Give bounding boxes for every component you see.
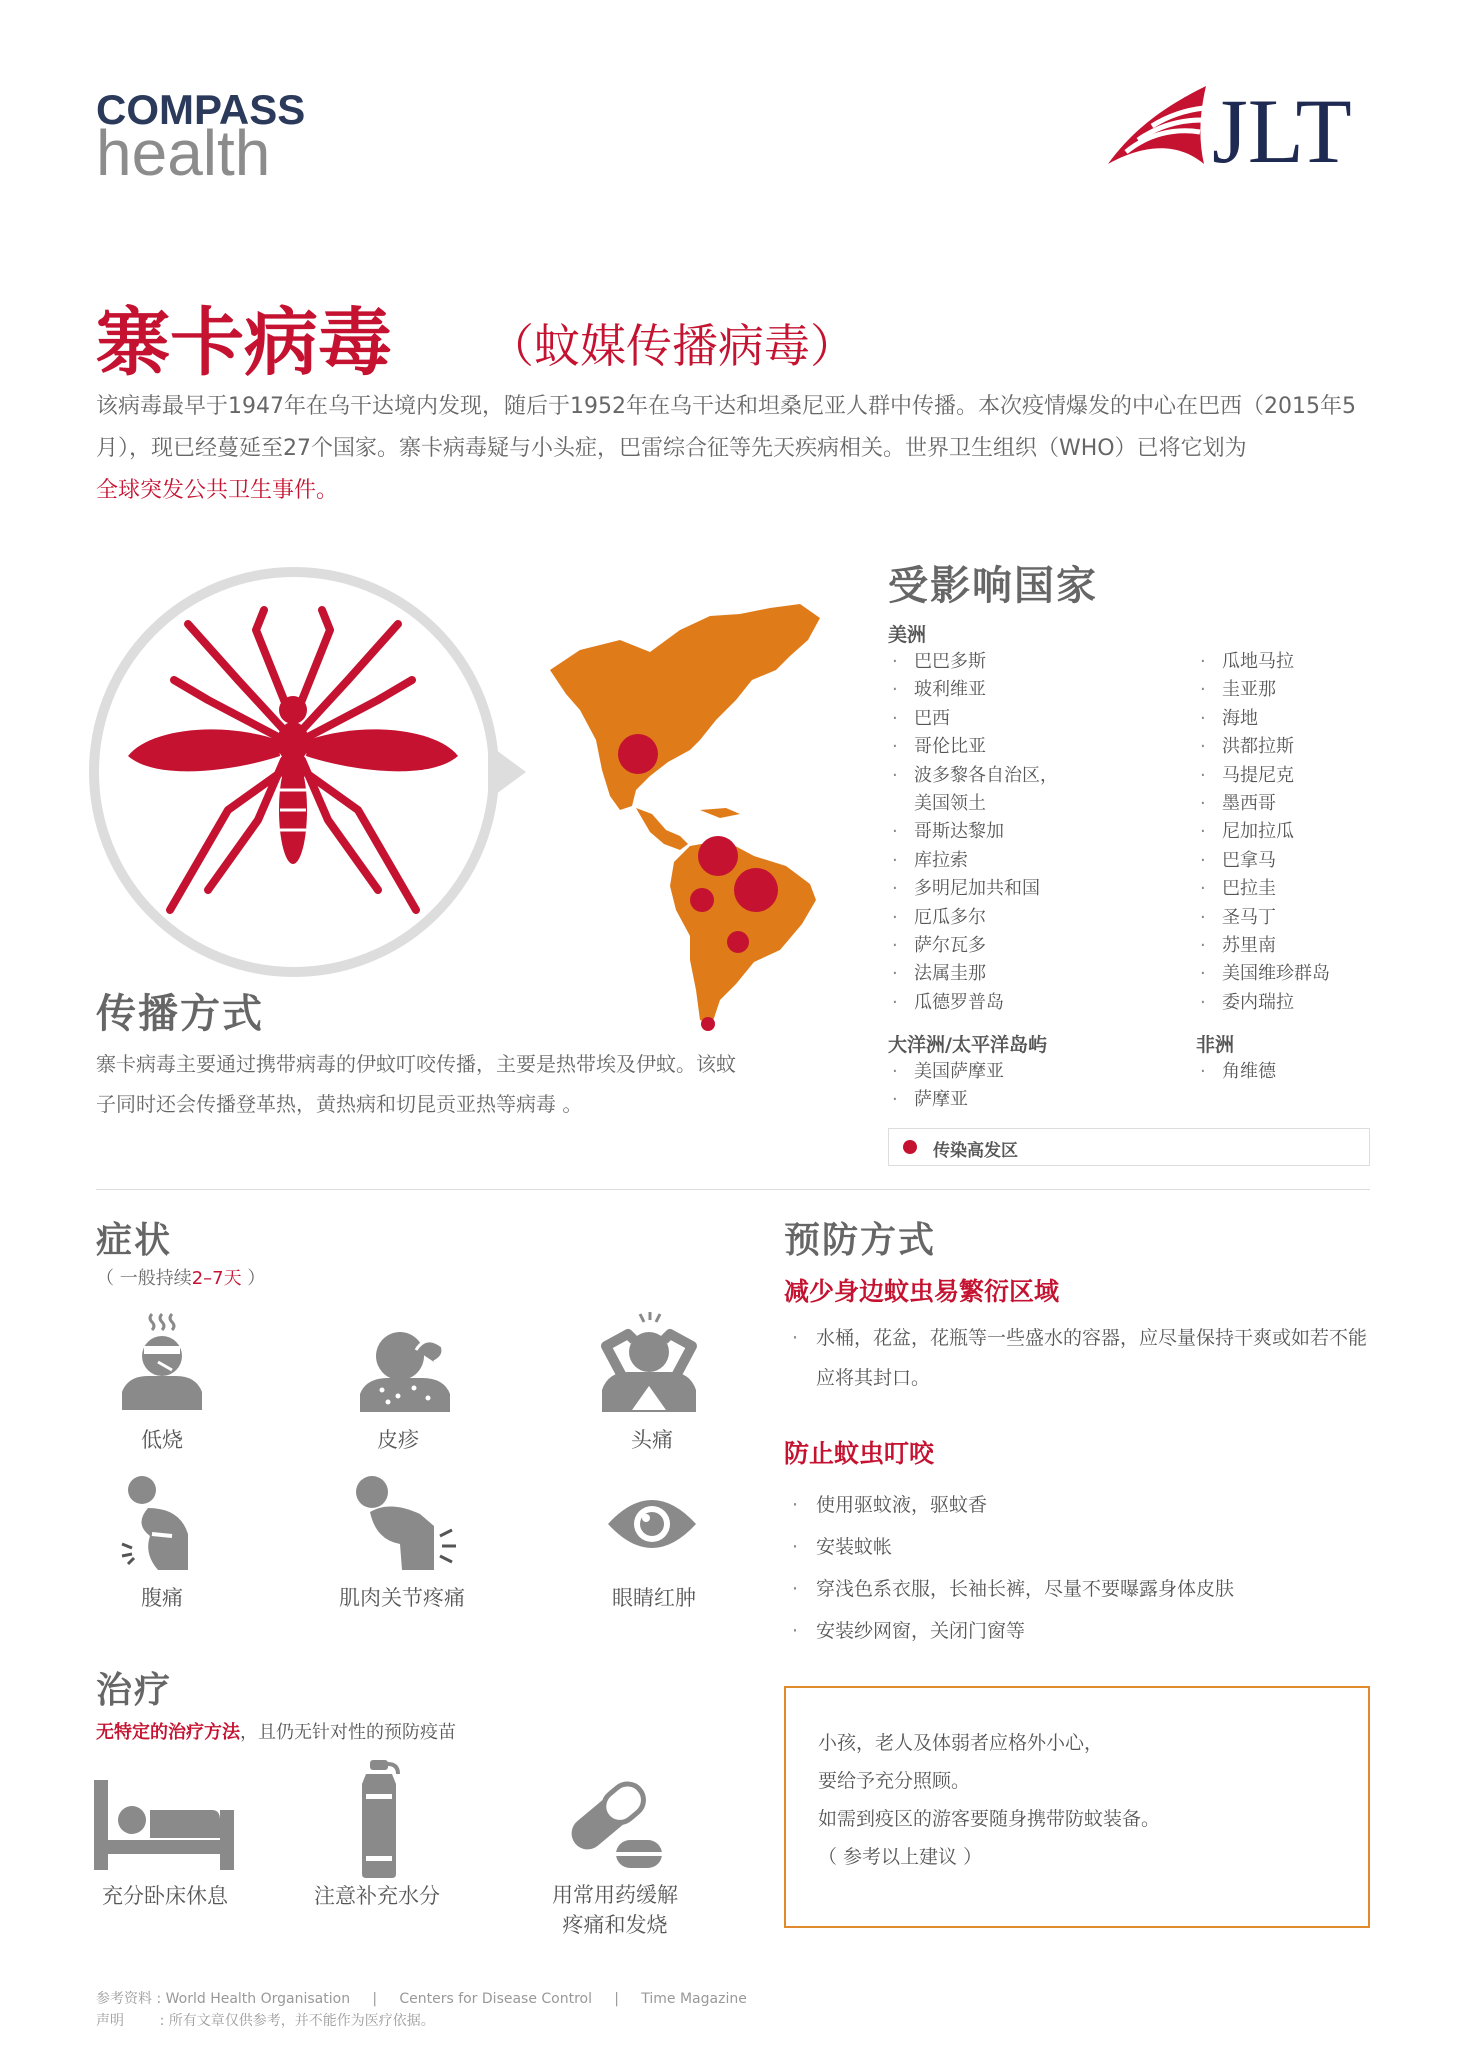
list-item: · 圣马丁 [1196, 904, 1396, 932]
duration-suffix: ） [241, 1268, 266, 1289]
intro-text: 该病毒最早于1947年在乌干达境内发现，随后于1952年在乌干达和坦桑尼亚人群中传播。本次疫情爆发的中心在巴西（2015年5月），现已经蔓延至27个国家。寨卡病毒疑与小头症，巴雷综合征等先天疾病相关。世界卫生组织（WHO）已将它划为 [96, 394, 1356, 461]
list-item: · 美国萨摩亚 [888, 1058, 1188, 1086]
list-item: · 洪都拉斯 [1196, 733, 1396, 761]
americas-list-col2 [1196, 648, 1396, 1017]
intro-paragraph [96, 386, 1376, 512]
list-item: · 瓜地马拉 [1196, 648, 1396, 676]
jlt-sail-icon [1108, 82, 1218, 178]
disclaimer-label: 声明 [96, 2013, 124, 2029]
treatment-heading: 治疗 [96, 1670, 173, 1711]
map-legend [888, 1128, 1370, 1166]
bed-icon [94, 1780, 234, 1870]
list-item: · 厄瓜多尔 [888, 904, 1188, 932]
ref-item: Centers for Disease Control [399, 1991, 593, 2007]
compass-health-logo [96, 86, 316, 189]
list-item: · 瓜德罗普岛 [888, 989, 1188, 1017]
rash-icon [358, 1328, 454, 1412]
treatment-label-medicine-line1: 用常用药缓解 [552, 1883, 678, 1907]
list-item: · 委内瑞拉 [1196, 989, 1396, 1017]
list-item: · 海地 [1196, 705, 1396, 733]
brand-compass-text: COMPASS [96, 86, 306, 133]
list-item: · 使用驱蚊液，驱蚊香 [784, 1484, 1370, 1526]
ref-item: Time Magazine [641, 1991, 747, 2007]
list-item: · 安装纱网窗，关闭门窗等 [784, 1610, 1370, 1652]
list-item: · 巴巴多斯 [888, 648, 1188, 676]
mosquito-illustration [88, 560, 538, 1010]
treatment-label-rest: 充分卧床休息 [102, 1884, 228, 1908]
symptom-label-headache: 头痛 [631, 1428, 673, 1452]
list-item: · 多明尼加共和国 [888, 875, 1188, 903]
transmission-heading: 传播方式 [96, 991, 264, 1037]
note-line: 如需到疫区的游客要随身携带防蚊装备。 [818, 1808, 1161, 1830]
page-subtitle: （蚊媒传播病毒） [488, 319, 856, 373]
footer-references: 参考资料 : World Health Organisation | Centers for Disease Control | Time Magazine [96, 1991, 747, 2007]
list-item: · 波多黎各自治区， [888, 762, 1188, 790]
red-eye-icon [606, 1494, 698, 1554]
oceania-list [888, 1058, 1188, 1115]
jlt-logo-text: JLT [1212, 80, 1352, 182]
list-item: · 巴西 [888, 705, 1188, 733]
list-item: · 巴拿马 [1196, 847, 1396, 875]
brand-health-text: health [96, 117, 271, 189]
footer-disclaimer: 声明 : 所有文章仅供参考，并不能作为医疗依据。 [96, 2013, 435, 2029]
list-item: 美国领土 [914, 792, 986, 814]
treatment-rest: ，且仍无针对性的预防疫苗 [240, 1722, 456, 1743]
intro-highlight: 全球突发公共卫生事件。 [96, 478, 339, 503]
list-item: · 墨西哥 [1196, 790, 1396, 818]
americas-map [540, 600, 840, 1040]
jlt-logo [1108, 78, 1378, 188]
americas-label: 美洲 [888, 624, 927, 646]
list-item: · 角维德 [1196, 1058, 1396, 1086]
treatment-label-medicine-line2: 疼痛和发烧 [562, 1913, 668, 1937]
headache-icon [592, 1310, 706, 1412]
list-item: · 法属圭那 [888, 960, 1188, 988]
note-line: （ 参考以上建议 ） [818, 1846, 983, 1868]
prevention-sub2: 防止蚊虫叮咬 [784, 1439, 935, 1468]
list-item: · 安装蚊帐 [784, 1526, 1370, 1568]
water-bottle-icon [358, 1760, 400, 1878]
list-item: · 库拉索 [888, 847, 1188, 875]
list-item: · 苏里南 [1196, 932, 1396, 960]
joint-pain-icon [350, 1470, 462, 1570]
prevention-heading: 预防方式 [784, 1220, 937, 1261]
list-item: · 萨摩亚 [888, 1086, 1188, 1114]
list-item: · 美国维珍群岛 [1196, 960, 1396, 988]
americas-list-col1 [888, 648, 1188, 1017]
symptom-label-joint: 肌肉关节疼痛 [339, 1586, 465, 1610]
oceania-label: 大洋洲/太平洋岛屿 [888, 1034, 1047, 1056]
treatment-highlight: 无特定的治疗方法 [96, 1722, 240, 1743]
disclaimer-text: 所有文章仅供参考，并不能作为医疗依据。 [168, 2013, 435, 2029]
list-item: · 尼加拉瓜 [1196, 818, 1396, 846]
legend-label: 传染高发区 [933, 1141, 1018, 1161]
ref-sep: | [372, 1991, 378, 2007]
note-line: 小孩，老人及体弱者应格外小心， [818, 1732, 1104, 1754]
section-divider [96, 1189, 1370, 1190]
treatment-label-water: 注意补充水分 [314, 1884, 440, 1908]
affected-heading: 受影响国家 [888, 563, 1098, 609]
prevention-sub1-list [784, 1318, 1370, 1398]
advice-note-box [784, 1686, 1370, 1928]
symptom-label-eye: 眼睛红肿 [612, 1586, 696, 1610]
list-item: · 哥斯达黎加 [888, 818, 1188, 846]
transmission-text: 寨卡病毒主要通过携带病毒的伊蚊叮咬传播，主要是热带埃及伊蚊。该蚊子同时还会传播登革热，黄热病和切昆贡亚热等病毒 。 [96, 1052, 736, 1116]
list-item: · 圭亚那 [1196, 676, 1396, 704]
duration-prefix: （ 一般持续 [96, 1268, 192, 1289]
treatment-label-medicine [530, 1880, 700, 1940]
list-item: · 萨尔瓦多 [888, 932, 1188, 960]
africa-list [1196, 1058, 1396, 1086]
list-item: · 水桶，花盆，花瓶等一些盛水的容器，应尽量保持干爽或如若不能应将其封口。 [784, 1318, 1370, 1398]
symptom-label-rash: 皮疹 [377, 1428, 419, 1452]
ref-label: 参考资料 [96, 1991, 152, 2007]
prevention-sub1: 减少身边蚊虫易繁衍区域 [784, 1277, 1060, 1306]
list-item: · 巴拉圭 [1196, 875, 1396, 903]
symptom-label-fever: 低烧 [141, 1428, 183, 1452]
high-risk-dot-icon [903, 1140, 917, 1154]
note-line: 要给予充分照顾。 [818, 1770, 971, 1792]
fever-icon [118, 1310, 206, 1410]
ref-item: World Health Organisation [165, 1991, 351, 2007]
ref-sep: | [614, 1991, 619, 2007]
list-item: · 马提尼克 [1196, 762, 1396, 790]
list-item: · 哥伦比亚 [888, 733, 1188, 761]
symptoms-heading: 症状 [96, 1220, 173, 1261]
duration-value: 2–7天 [191, 1268, 242, 1289]
page-title: 寨卡病毒 [96, 300, 392, 386]
medicine-pill-icon [562, 1774, 666, 1870]
list-item: · 穿浅色系衣服，长袖长裤，尽量不要曝露身体皮肤 [784, 1568, 1370, 1610]
prevention-sub2-list [784, 1484, 1370, 1652]
africa-label: 非洲 [1196, 1034, 1235, 1056]
list-item: · 玻利维亚 [888, 676, 1188, 704]
symptom-label-abdominal: 腹痛 [141, 1586, 183, 1610]
abdominal-pain-icon [118, 1474, 198, 1570]
treatment-note [96, 1718, 456, 1744]
symptoms-duration [96, 1264, 265, 1290]
